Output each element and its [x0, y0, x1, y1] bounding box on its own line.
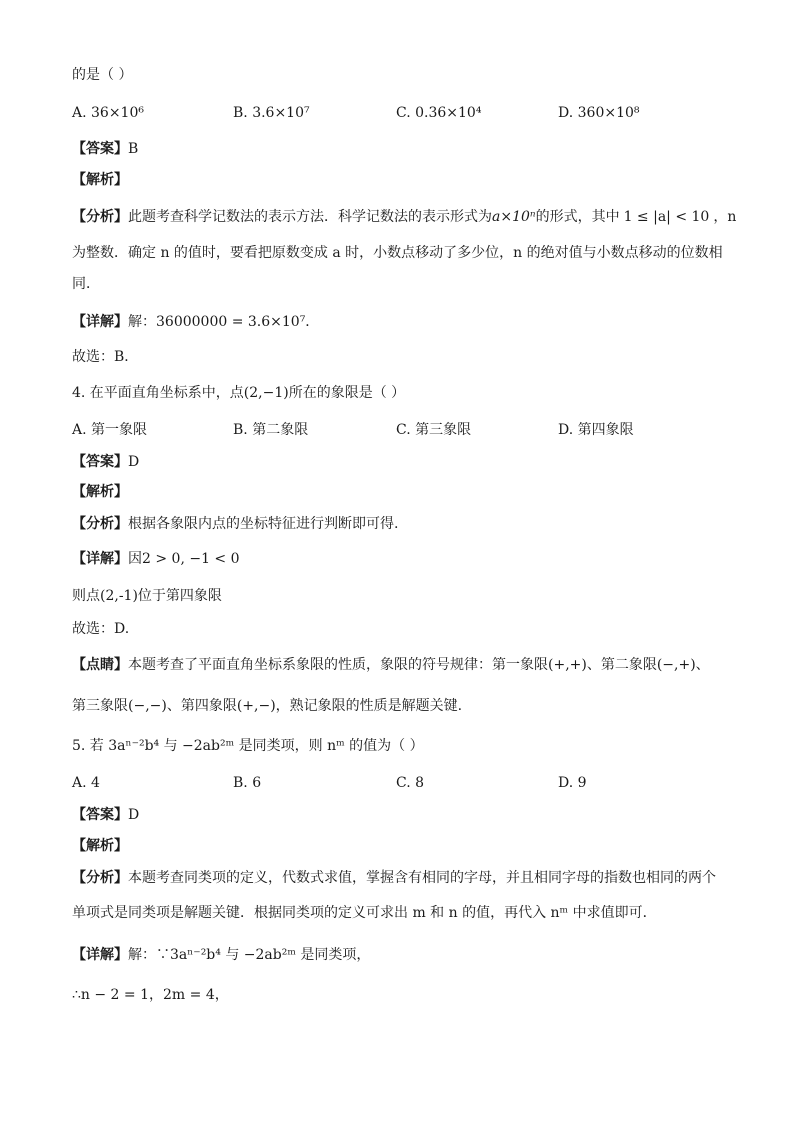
- q5-answer: 【答案】D: [72, 807, 140, 823]
- q4-answer: 【答案】D: [72, 454, 140, 470]
- remark-tag: 【点睛】: [72, 657, 128, 673]
- q5-option-c: C. 8: [396, 775, 425, 791]
- q3-analysis-line-2: 为整数．确定 n 的值时，要看把原数变成 a 时，小数点移动了多少位，n 的绝对值与小数点移动的位数相: [72, 245, 723, 261]
- q4-detail-2: 则点(2,-1)位于第四象限: [72, 588, 222, 604]
- q5-analysis: 【分析】本题考查同类项的定义，代数式求值，掌握含有相同的字母，并且相同字母的指数也相同的两个: [72, 870, 716, 886]
- q5-detail: 【详解】解：∵3aⁿ⁻²b⁴ 与 −2ab²ᵐ 是同类项，: [72, 947, 371, 963]
- q5-detail-2: ∴n − 2 = 1，2m = 4，: [72, 987, 229, 1003]
- q3-choice: 故选：B．: [72, 349, 139, 365]
- q4-option-d: D. 第四象限: [558, 422, 634, 438]
- q3-option-d: D. 360×10⁸: [558, 105, 640, 121]
- q4-option-a: A. 第一象限: [72, 422, 148, 438]
- q5-option-a: A. 4: [72, 775, 100, 791]
- q3-jiexi-tag: 【解析】: [72, 172, 128, 188]
- q3-option-b: B. 3.6×10⁷: [233, 105, 310, 121]
- q3-detail: 【详解】解：36000000 = 3.6×10⁷．: [72, 314, 320, 330]
- q5-jiexi-tag: 【解析】: [72, 838, 128, 854]
- q4-jiexi-tag: 【解析】: [72, 484, 128, 500]
- q4-option-c: C. 第三象限: [396, 422, 472, 438]
- detail-tag: 【详解】: [72, 314, 128, 330]
- answer-tag: 【答案】: [72, 141, 128, 157]
- q5-analysis-2: 单项式是同类项是解题关键．根据同类项的定义可求出 m 和 n 的值，再代入 nᵐ 中求值即可．: [72, 905, 657, 921]
- analysis-tag: 【分析】: [72, 209, 128, 225]
- q4-option-b: B. 第二象限: [233, 422, 309, 438]
- q3-analysis-line-1: 【分析】此题考查科学记数法的表示方法．科学记数法的表示形式为a×10ⁿ的形式，其中 1 ≤ |a| < 10 ，n: [72, 209, 737, 225]
- q3-option-c: C. 0.36×10⁴: [396, 105, 482, 121]
- formula-abs-range: 1 ≤ |a| < 10: [623, 209, 710, 225]
- q4-choice: 故选：D.: [72, 621, 130, 637]
- q5-option-b: B. 6: [233, 775, 262, 791]
- q4-remark: 【点睛】本题考查了平面直角坐标系象限的性质，象限的符号规律：第一象限(+,+)、第二象限(−,+)、: [72, 657, 710, 673]
- q4-remark-2: 第三象限(−,−)、第四象限(+,−)，熟记象限的性质是解题关键.: [72, 698, 463, 714]
- q4-analysis: 【分析】根据各象限内点的坐标特征进行判断即可得.: [72, 516, 399, 532]
- answer-value: B: [128, 141, 139, 157]
- q3-option-a: A. 36×10⁶: [72, 105, 144, 121]
- q4-detail: 【详解】因2 > 0, −1 < 0: [72, 551, 240, 567]
- question-5-stem: 5. 若 3aⁿ⁻²b⁴ 与 −2ab²ᵐ 是同类项，则 nᵐ 的值为（ ）: [72, 738, 424, 754]
- question-4-stem: 4. 在平面直角坐标系中，点(2,−1)所在的象限是（ ）: [72, 385, 406, 401]
- formula-a-times-10n: a×10ⁿ: [492, 209, 536, 225]
- q3-analysis-line-3: 同．: [72, 276, 100, 292]
- question-3-stem-tail: 的是（ ）: [72, 67, 133, 83]
- q5-option-d: D. 9: [558, 775, 587, 791]
- q3-answer: [72, 139, 138, 159]
